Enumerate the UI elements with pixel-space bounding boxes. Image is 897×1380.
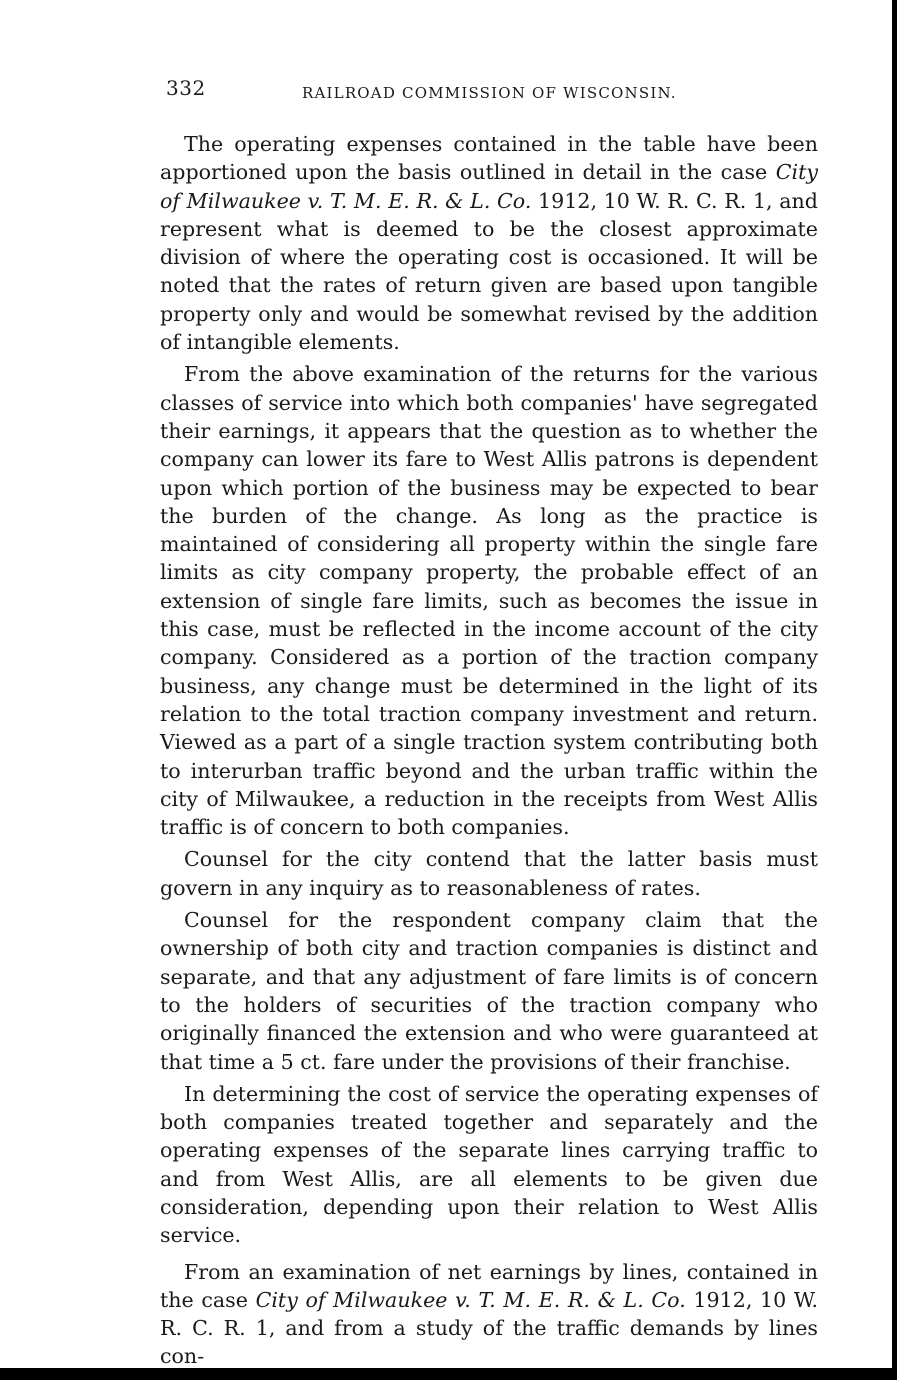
running-head: RAILROAD COMMISSION OF WISCONSIN. — [302, 84, 677, 102]
paragraph-6-text-b: 1912, 10 W. R. C. R. 1, and from a study of the traffic demands by lines con- — [160, 1287, 818, 1369]
paragraph-1-text-a: The operating expenses contained in the table have been apportioned upon the basis outlined in detail in the case — [160, 132, 818, 185]
scan-right-edge — [892, 0, 897, 1380]
paragraph-5: In determining the cost of service the operating expenses of both companies treated together and separately and the operating expenses of the separate lines carrying traffic to and from West Allis, are all elements to be given due consideration, depending upon their relation to West Allis service. — [160, 1081, 818, 1248]
paragraph-1-case-citation: City of Milwaukee v. T. M. E. R. & L. Co. — [160, 160, 818, 213]
paragraph-4: Counsel for the respondent company claim that the ownership of both city and traction companies is distinct and separate, and that any adjustment of fare limits is of concern to the holders of securities of the traction company who originally financed the extension and who were guaranteed at that time a 5 ct. fare under the provisions of their franchise. — [160, 908, 818, 1074]
body-text — [160, 130, 818, 1371]
paragraph-1 — [160, 130, 818, 356]
paragraph-6 — [160, 1258, 818, 1371]
paragraph-1-text-b: 1912, 10 W. R. C. R. 1, and represent what is deemed to be the closest approximate division of where the operating cost is occasioned. It will be noted that the rates of return given are based upon tangible property only and would be somewhat revised by the addition of intangible elements. — [160, 188, 818, 355]
paragraph-6-text-a: From an examination of net earnings by lines, contained in the case — [160, 1259, 818, 1312]
scan-bottom-border — [0, 1368, 897, 1380]
paragraph-2: From the above examination of the returns for the various classes of service into which both companies' have segregated their earnings, it appears that the question as to whether the company can lower its fare to West Allis patrons is dependent upon which portion of the business may be expected to bear the burden of the change. As long as the practice is maintained of considering all property within the single fare limits as city company property, the probable effect of an extension of single fare limits, such as becomes the issue in this case, must be reflected in the income account of the city company. Considered as a portion of the traction company business, any change must be determined in the light of its relation to the total traction company investment and return. Viewed as a part of a single traction system contributing both to interurban traffic beyond and the urban traffic within the city of Milwaukee, a reduction in the receipts from West Allis traffic is of concern to both companies. — [160, 362, 818, 840]
page-header — [166, 76, 818, 106]
paragraph-3: Counsel for the city contend that the latter basis must govern in any inquiry as to reasonableness of rates. — [160, 847, 818, 900]
paragraph-6-case-citation: City of Milwaukee v. T. M. E. R. & L. Co. — [255, 1287, 686, 1312]
page-number: 332 — [166, 76, 206, 100]
